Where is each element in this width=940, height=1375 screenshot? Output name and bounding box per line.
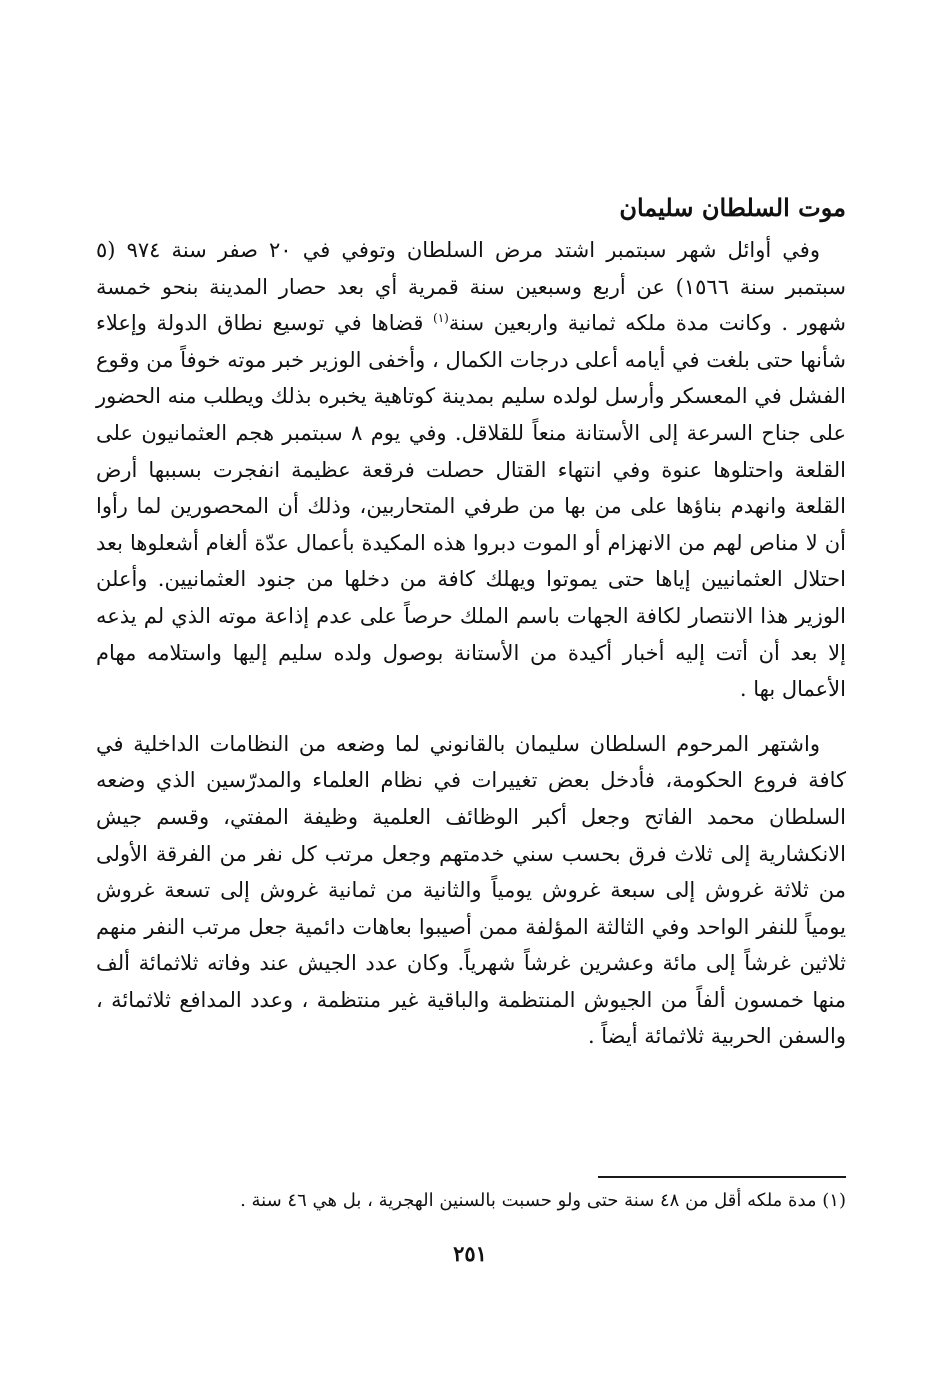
footnote-reference: (١) (433, 311, 449, 326)
footnote: (١) مدة ملكه أقل من ٤٨ سنة حتى ولو حسبت بالسنين الهجرية ، بل هي ٤٦ سنة . (240, 1190, 846, 1211)
paragraph-1 (96, 232, 846, 708)
section-heading: موت السلطان سليمان (619, 193, 846, 222)
footnote-divider (598, 1176, 846, 1178)
paragraph-1-text-a: وفي أوائل شهر سبتمبر اشتد مرض السلطان وتوفي في ٢٠ صفر سنة ٩٧٤ (٥ سبتمبر سنة ١٥٦٦) عن أربع وسبعين سنة قمرية أي بعد حصار المدينة بنحو خمسة شهور . وكانت مدة ملكه ثمانية واربعين سنة (96, 238, 846, 336)
body-text (96, 232, 846, 1055)
paragraph-2: واشتهر المرحوم السلطان سليمان بالقانوني لما وضعه من النظامات الداخلية في كافة فروع الحكومة، فأدخل بعض تغييرات في نظام العلماء والمدرّسين الذي وضعه السلطان محمد الفاتح وجعل أكبر الوظائف العلمية وظيفة المفتي، وقسم جيش الانكشارية إلى ثلاث فرق بحسب سني خدمتهم وجعل مرتب كل نفر من الفرقة الأولى من ثلاثة غروش إلى سبعة غروش يومياً والثانية من ثمانية غروش إلى تسعة غروش يومياً للنفر الواحد وفي الثالثة المؤلفة ممن أصيبوا بعاهات دائمية جعل مرتب النفر منهم ثلاثين غرشاً إلى مائة وعشرين غرشاً شهرياً. وكان عدد الجيش عند وفاته ثلاثمائة ألف منها خمسون ألفاً من الجيوش المنتظمة والباقية غير منتظمة ، وعدد المدافع ثلاثمائة ، والسفن الحربية ثلاثمائة أيضاً . (96, 731, 846, 1049)
page-number: ٢٥١ (453, 1241, 487, 1266)
paragraph-1-text-b: قضاها في توسيع نطاق الدولة وإعلاء شأنها حتى بلغت في أيامه أعلى درجات الكمال ، وأخفى الوزير خبر موته خوفاً من وقوع الفشل في المعسكر وأرسل لولده سليم بمدينة كوتاهية يخبره بذلك ويطلب منه الحضور على جناح السرعة إلى الأستانة منعاً للقلاقل. وفي يوم ٨ سبتمبر هجم العثمانيون على القلعة واحتلوها عنوة وفي انتهاء القتال حصلت فرقعة عظيمة انفجرت بسببها أرض القلعة وانهدم بناؤها على من بها من طرفي المتحاربين، وذلك أن المحصورين لما رأوا أن لا مناص لهم من الانهزام أو الموت دبروا هذه المكيدة بأعمال عدّة ألغام أشعلوها بعد احتلال العثمانيين إياها حتى يموتوا ويهلك كافة من دخلها من جنود العثمانيين. وأعلن الوزير هذا الانتصار لكافة الجهات باسم الملك حرصاً على عدم إذاعة موته الذي لم يذعه إلا بعد أن أتت إليه أخبار أكيدة من الأستانة بوصول ولده سليم إليها واستلامه مهام الأعمال بها . (96, 311, 846, 702)
